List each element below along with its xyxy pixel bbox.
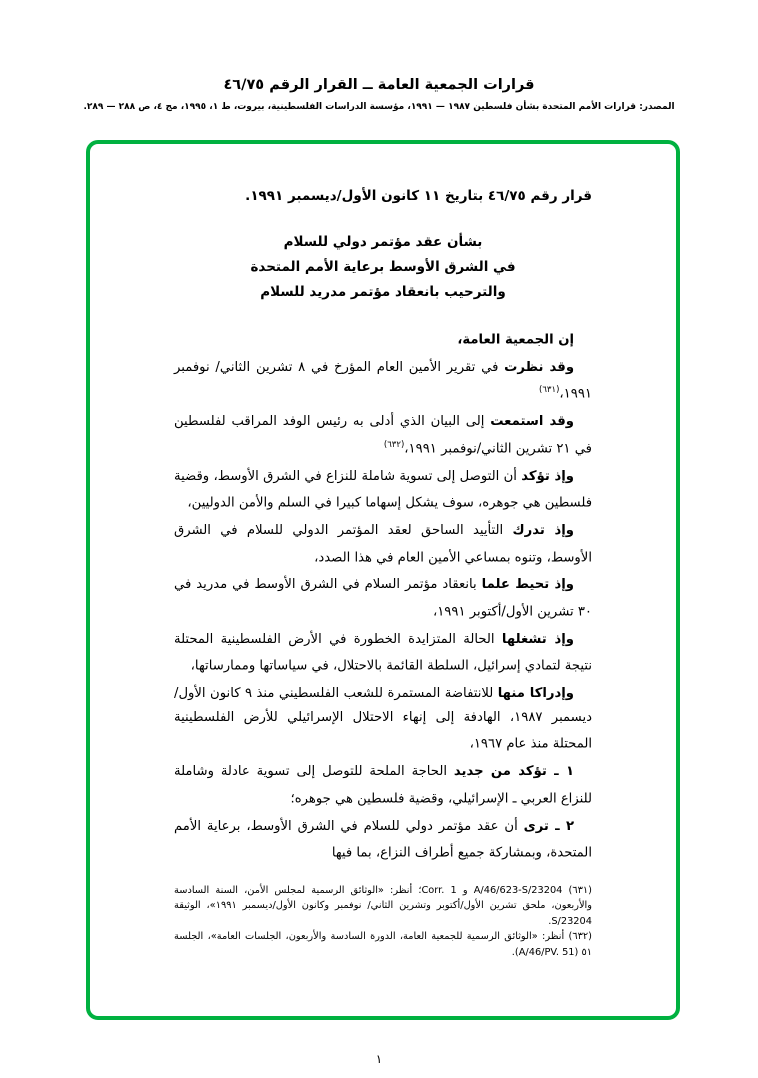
paragraph-lead: وإذ تدرك [512, 523, 575, 539]
paragraph-lead: وقد نظرت [504, 359, 575, 375]
paragraph-text: أن عقد مؤتمر دولي للسلام في الشرق الأوسط، برعاية الأمم المتحدة، وبمشاركة جميع أطراف النزاع، بما فيها [174, 818, 592, 861]
paragraph [174, 356, 592, 406]
paragraph [174, 628, 592, 678]
footnote-marker: (٦٣٢) [568, 931, 592, 943]
footnote-text: A/46/623-S/23204 و Corr. 1؛ أنظر: «الوثائق الرسمية لمجلس الأمن، السنة السادسة والأربعون، ملحق تشرين الأول/أكتوبر وتشرين الثاني/ نوفمبر وكانون الأول/ديسمبر ١٩٩١»، الوثيقة S/23204. [174, 884, 592, 927]
resolution-subtitle-line: في الشرق الأوسط برعاية الأمم المتحدة [250, 259, 516, 275]
paragraph-lead: وإذ تحيط علما [481, 577, 574, 593]
footnote [174, 883, 592, 930]
page-header-title: قرارات الجمعية العامة ــ القرار الرقم ٤٦/٧٥ [223, 77, 535, 93]
paragraph-text: إلى البيان الذي أدلى به رئيس الوفد المراقب لفلسطين في ٢١ تشرين الثاني/نوفمبر ١٩٩١، [174, 414, 592, 457]
paragraph [174, 465, 592, 515]
paragraph-text: بانعقاد مؤتمر السلام في الشرق الأوسط في مدريد في ٣٠ تشرين الأول/أكتوبر ١٩٩١، [174, 577, 592, 620]
document-content [90, 144, 676, 960]
resolution-subtitle [174, 230, 592, 305]
paragraph-text: أن التوصل إلى تسوية شاملة للنزاع في الشرق الأوسط، وقضية فلسطين هي جوهره، سوف يشكل إسهاما كبيرا في السلم والأمن الدوليين، [174, 468, 592, 511]
page-header [0, 74, 758, 93]
document-frame [86, 140, 680, 1020]
paragraph-lead: إن الجمعية العامة، [457, 332, 574, 348]
footnote-marker: (٦٣١) [568, 884, 592, 896]
paragraph [174, 519, 592, 569]
paragraph [174, 573, 592, 623]
footnote-ref: (٦٣٢) [383, 439, 405, 450]
paragraph [174, 325, 592, 352]
resolution-subtitle-line: والترحيب بانعقاد مؤتمر مدريد للسلام [260, 284, 506, 300]
paragraph-lead: ٢ ـ ترى [523, 818, 574, 834]
paragraph [174, 410, 592, 460]
page-number: ١ [375, 1052, 383, 1066]
footnote-text: أنظر: «الوثائق الرسمية للجمعية العامة، الدورة السادسة والأربعون، الجلسات العامة»، الجلسة ٥١ (A/46/PV. 51). [174, 931, 592, 958]
paragraph-lead: وإذ تشغلها [501, 631, 574, 647]
paragraph-lead: ١ ـ تؤكد من جديد [453, 764, 574, 780]
resolution-title: قرار رقم ٤٦/٧٥ بتاريخ ١١ كانون الأول/ديسمبر ١٩٩١. [245, 188, 592, 204]
footnotes-section [174, 883, 592, 961]
paragraph [174, 760, 592, 810]
paragraph-text: التأييد الساحق لعقد المؤتمر الدولي للسلام في الشرق الأوسط، وتنوه بمساعي الأمين العام في هذا الصدد، [174, 523, 592, 565]
paragraph-lead: وإذ تؤكد [521, 468, 574, 484]
paragraph-text: الحالة المتزايدة الخطورة في الأرض الفلسطينية المحتلة نتيجة لتمادي إسرائيل، السلطة القائمة بالاحتلال، في سياساتها وممارساتها، [174, 631, 592, 674]
footnote-ref: (٦٣١) [539, 385, 560, 396]
paragraph [174, 815, 592, 865]
source-line: المصدر: قرارات الأمم المتحدة بشأن فلسطين ١٩٨٧ — ١٩٩١، مؤسسة الدراسات الفلسطينية، بيروت، ط ١، ١٩٩٥، مج ٤، ص ٢٨٨ — ٢٨٩. [83, 102, 675, 112]
resolution-body [174, 325, 592, 865]
paragraph-lead: وإدراكا منها [497, 686, 575, 702]
paragraph-text: في تقرير الأمين العام المؤرخ في ٨ تشرين الثاني/ نوفمبر ١٩٩١، [174, 359, 592, 402]
paragraph-text: للانتفاضة المستمرة للشعب الفلسطيني منذ ٩ كانون الأول/ديسمبر ١٩٨٧، الهادفة إلى إنهاء الاحتلال الإسرائيلي للأرض الفلسطينية المحتلة منذ عام ١٩٦٧، [174, 686, 592, 752]
resolution-subtitle-line: بشأن عقد مؤتمر دولي للسلام [283, 234, 483, 250]
paragraph [174, 682, 592, 756]
footnote [174, 929, 592, 960]
paragraph-lead: وقد استمعت [490, 414, 574, 430]
paragraph-text: الحاجة الملحة للتوصل إلى تسوية عادلة وشاملة للنزاع العربي ـ الإسرائيلي، وقضية فلسطين هي جوهره؛ [174, 764, 592, 807]
